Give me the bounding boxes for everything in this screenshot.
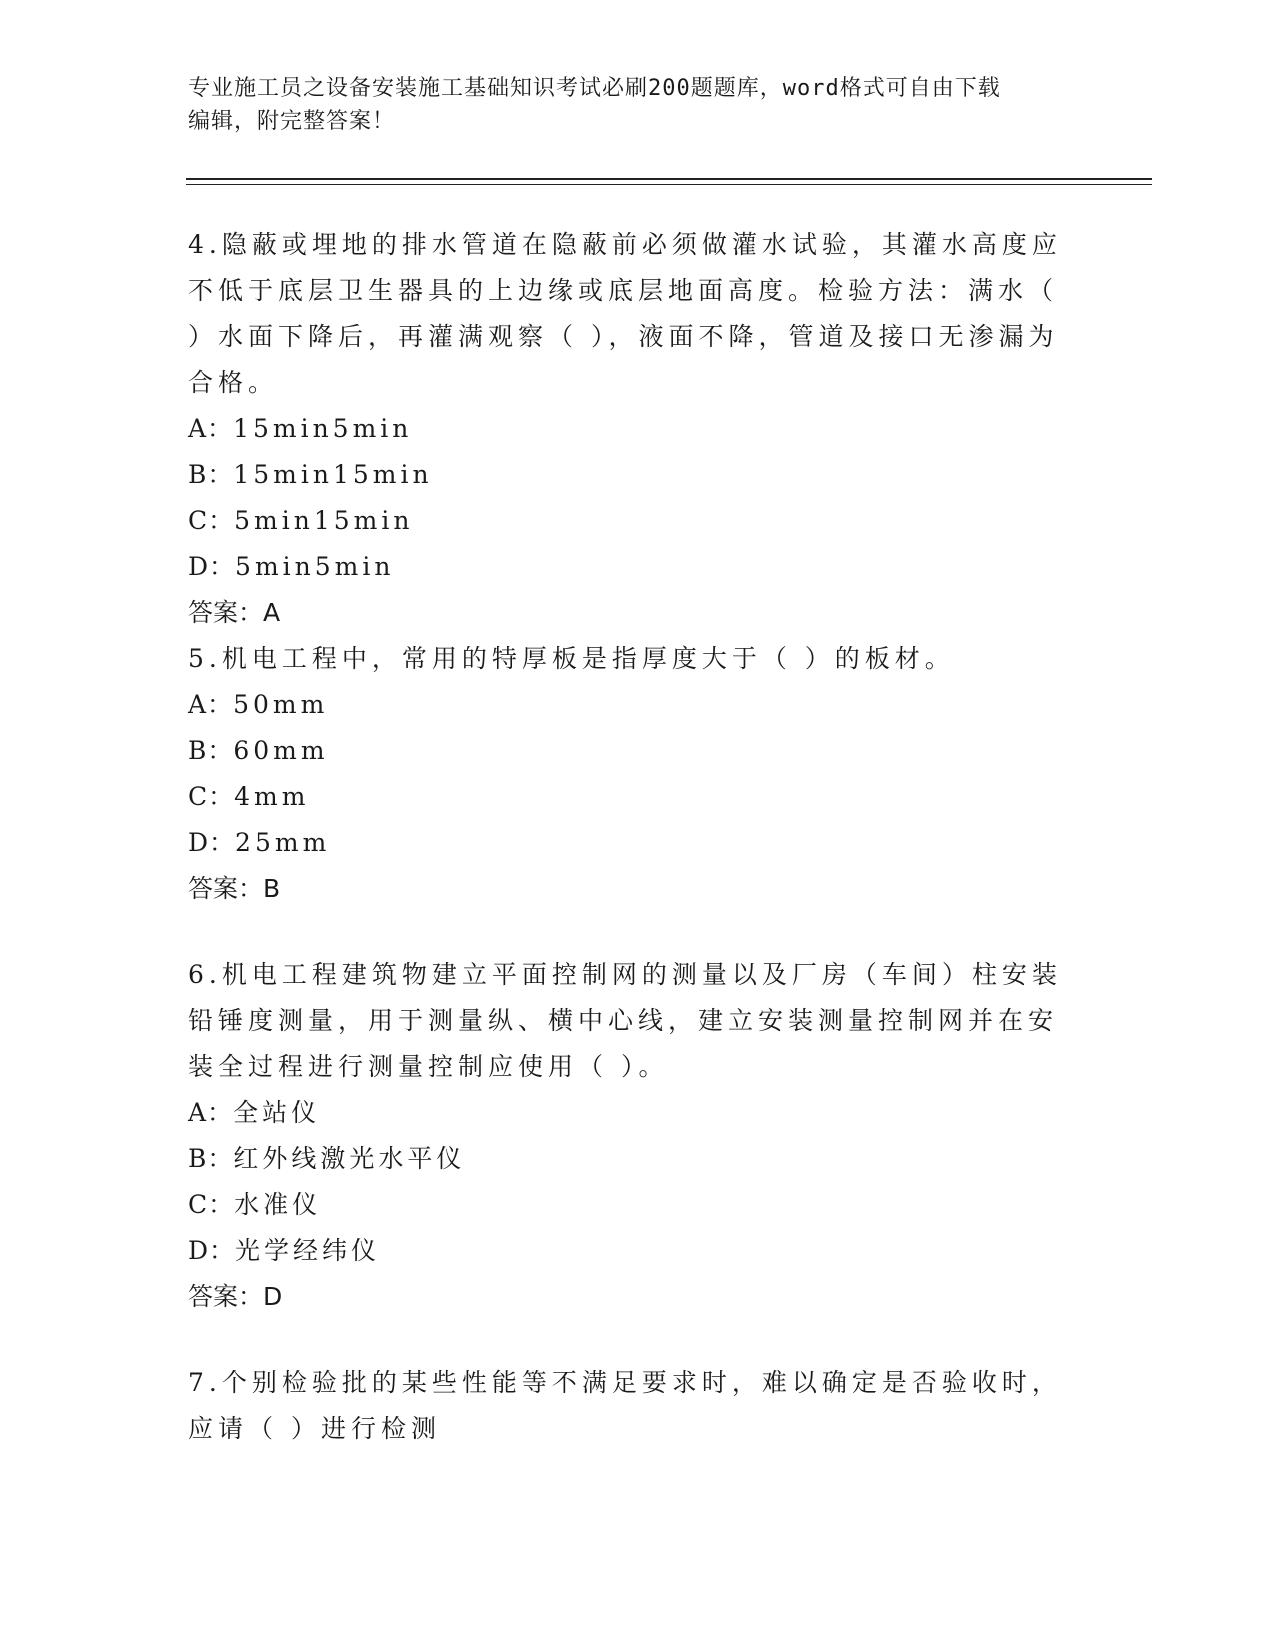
option-text: 全站仪 — [233, 1098, 321, 1127]
option-label: C： — [188, 506, 235, 535]
question-5 — [188, 636, 1068, 912]
option-label: A： — [188, 414, 234, 443]
question-stem: 6.机电工程建筑物建立平面控制网的测量以及厂房（车间）柱安装铅锤度测量，用于测量纵、横中心线，建立安装测量控制网并在安装全过程进行测量控制应使用（ ）。 — [188, 960, 1062, 1081]
option-label: B： — [188, 460, 234, 489]
option-b — [188, 452, 1068, 498]
option-c — [188, 498, 1068, 544]
answer: 答案：A — [188, 598, 281, 627]
option-text: 水准仪 — [234, 1190, 322, 1219]
option-label: D： — [188, 1236, 236, 1265]
answer: 答案：D — [188, 1282, 283, 1311]
option-label: D： — [188, 552, 236, 581]
option-text: 15min5min — [233, 414, 413, 443]
header-line-2: 编辑，附完整答案！ — [188, 109, 396, 134]
header-line-1: 专业施工员之设备安装施工基础知识考试必刷200题题库，word格式可自由下载 — [188, 76, 1001, 101]
option-label: D： — [188, 828, 236, 857]
option-b — [188, 1136, 1068, 1182]
option-c — [188, 774, 1068, 820]
question-stem: 7.个别检验批的某些性能等不满足要求时，难以确定是否验收时，应请（ ）进行检测 — [188, 1368, 1062, 1443]
option-text: 60mm — [233, 736, 329, 765]
header-rule-thin — [186, 184, 1152, 185]
document-header — [188, 72, 1068, 138]
option-a — [188, 682, 1068, 728]
option-b — [188, 728, 1068, 774]
question-stem: 5.机电工程中，常用的特厚板是指厚度大于（ ）的板材。 — [188, 644, 955, 673]
option-a — [188, 1090, 1068, 1136]
question-7 — [188, 1360, 1068, 1452]
option-label: C： — [188, 782, 235, 811]
question-stem: 4.隐蔽或埋地的排水管道在隐蔽前必须做灌水试验，其灌水高度应不低于底层卫生器具的上边缘或底层地面高度。检验方法：满水（ ）水面下降后，再灌满观察（ ），液面不降，管道及接口无渗漏为合格。 — [188, 230, 1062, 397]
option-d — [188, 820, 1068, 866]
option-c — [188, 1182, 1068, 1228]
question-6 — [188, 952, 1068, 1320]
option-text: 5min15min — [234, 506, 414, 535]
header-rule-thick — [186, 178, 1152, 180]
option-text: 5min5min — [235, 552, 395, 581]
option-text: 25mm — [235, 828, 331, 857]
option-text: 50mm — [233, 690, 329, 719]
option-label: A： — [188, 690, 234, 719]
option-text: 光学经纬仪 — [235, 1236, 381, 1265]
answer: 答案：B — [188, 874, 281, 903]
option-label: C： — [188, 1190, 235, 1219]
option-d — [188, 544, 1068, 590]
option-a — [188, 406, 1068, 452]
option-label: A： — [188, 1098, 234, 1127]
option-text: 红外线激光水平仪 — [233, 1144, 466, 1173]
question-4 — [188, 222, 1068, 636]
option-label: B： — [188, 736, 234, 765]
option-text: 15min15min — [233, 460, 433, 489]
option-label: B： — [188, 1144, 234, 1173]
option-text: 4mm — [234, 782, 310, 811]
option-d — [188, 1228, 1068, 1274]
